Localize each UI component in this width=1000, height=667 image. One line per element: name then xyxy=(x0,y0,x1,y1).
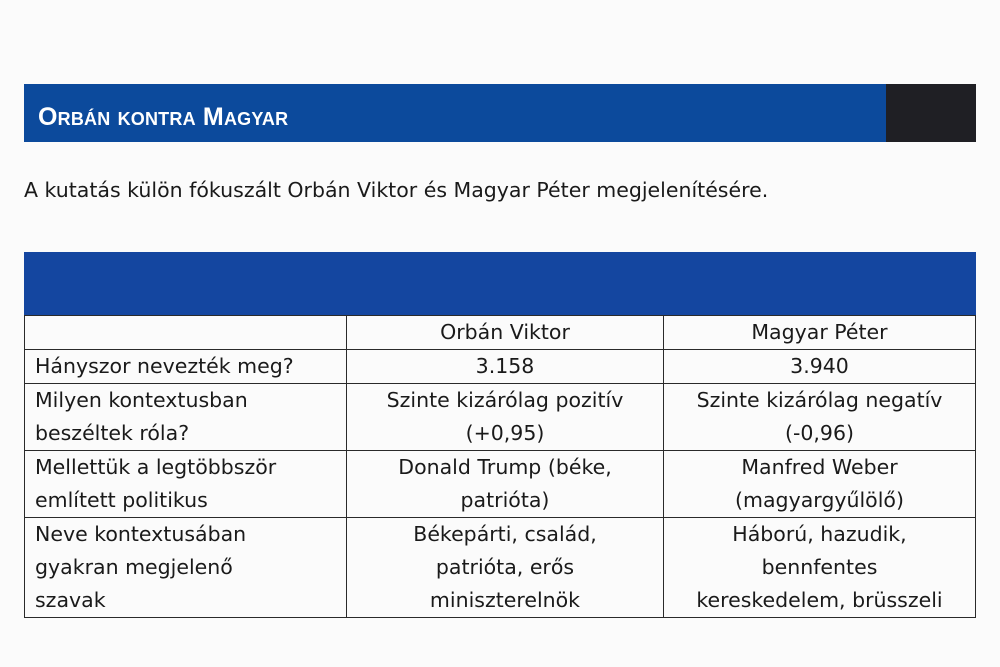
intro-text: A kutatás külön fókuszált Orbán Viktor és Magyar Péter megjelenítésére. xyxy=(24,178,769,202)
orban-cell-line: (+0,95) xyxy=(465,421,545,445)
orban-cell-line: Szinte kizárólag pozitív xyxy=(386,388,624,412)
magyar-cell-line: Háború, hazudik, xyxy=(732,522,907,546)
title-bar xyxy=(24,84,976,142)
title-banner xyxy=(24,84,886,142)
row-label-line: Milyen kontextusban xyxy=(35,388,248,412)
table-row xyxy=(25,451,976,518)
row-label-line: említett politikus xyxy=(35,488,208,512)
orban-cell-line: patrióta, erős xyxy=(435,555,575,579)
orban-cell xyxy=(347,518,664,618)
orban-cell-line: miniszterelnök xyxy=(429,588,581,612)
magyar-cell-line: (magyargyűlölő) xyxy=(735,488,904,512)
magyar-cell-line: kereskedelem, brüsszeli xyxy=(696,588,943,612)
magyar-cell xyxy=(664,350,976,384)
orban-cell xyxy=(347,451,664,518)
orban-cell xyxy=(347,384,664,451)
row-label-line: Mellettük a legtöbbször xyxy=(35,455,277,479)
orban-cell-line: Donald Trump (béke, xyxy=(398,455,612,479)
table-header-row xyxy=(25,316,976,350)
row-label xyxy=(25,518,347,618)
header-cell-empty xyxy=(25,316,347,350)
magyar-cell-line: Manfred Weber xyxy=(741,455,898,479)
row-label-line: Hányszor nevezték meg? xyxy=(35,354,294,378)
comparison-table xyxy=(24,252,976,618)
header-cell-orban: Orbán Viktor xyxy=(347,316,664,350)
orban-cell-line: 3.158 xyxy=(475,354,535,378)
magyar-cell xyxy=(664,518,976,618)
table-row xyxy=(25,350,976,384)
row-label-line: szavak xyxy=(35,588,106,612)
title-accent-block xyxy=(886,84,976,142)
magyar-cell-line: (-0,96) xyxy=(784,421,855,445)
orban-cell-line: Békepárti, család, xyxy=(413,522,597,546)
row-label xyxy=(25,384,347,451)
header-cell-magyar: Magyar Péter xyxy=(664,316,976,350)
table-row xyxy=(25,518,976,618)
data-table xyxy=(24,315,976,618)
magyar-cell xyxy=(664,451,976,518)
magyar-cell-line: 3.940 xyxy=(790,354,849,378)
row-label-line: Neve kontextusában xyxy=(35,522,247,546)
table-header-band xyxy=(24,252,976,315)
row-label xyxy=(25,350,347,384)
magyar-cell-line: Szinte kizárólag negatív xyxy=(696,388,943,412)
row-label-line: gyakran megjelenő xyxy=(35,555,233,579)
page-title: Orbán kontra Magyar xyxy=(38,102,289,131)
orban-cell xyxy=(347,350,664,384)
orban-cell-line: patrióta) xyxy=(460,488,550,512)
row-label xyxy=(25,451,347,518)
table-row xyxy=(25,384,976,451)
row-label-line: beszéltek róla? xyxy=(35,421,190,445)
magyar-cell xyxy=(664,384,976,451)
magyar-cell-line: bennfentes xyxy=(761,555,878,579)
